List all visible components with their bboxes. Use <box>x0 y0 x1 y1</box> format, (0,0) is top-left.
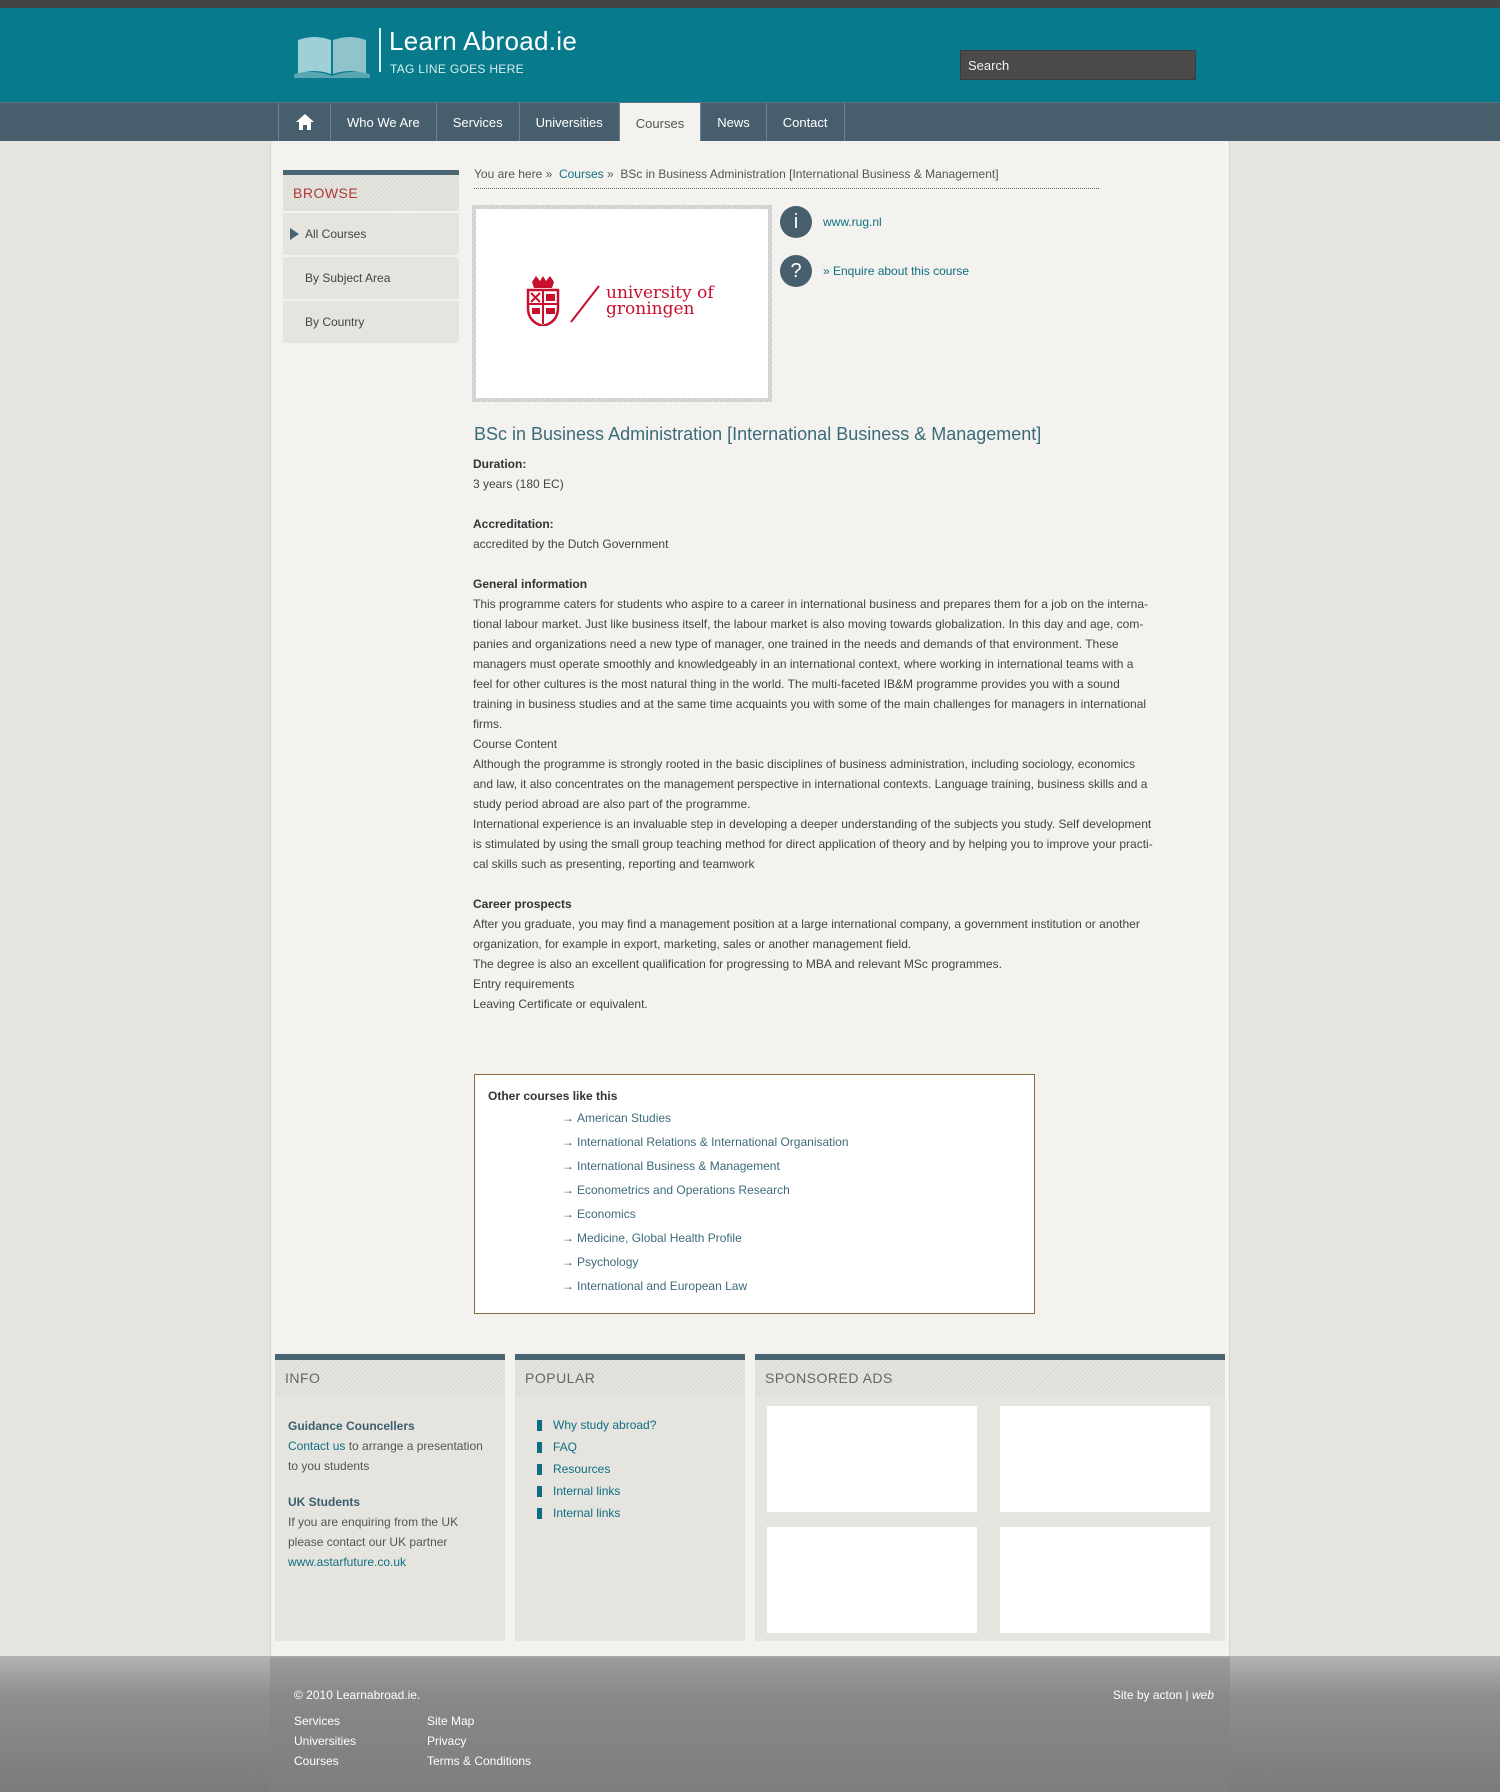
sidebar-item-label: By Country <box>305 315 365 329</box>
list-item[interactable] <box>562 1255 849 1279</box>
nav-home[interactable] <box>278 103 330 141</box>
help-icon: ? <box>780 255 812 287</box>
list-item[interactable] <box>562 1279 849 1303</box>
breadcrumb-current: BSc in Business Administration [International Business & Management] <box>620 167 999 181</box>
popular-list <box>537 1414 656 1524</box>
popular-panel-title: POPULAR <box>515 1354 745 1396</box>
arrow-right-icon: → <box>562 1111 574 1125</box>
breadcrumb-prefix: You are here » <box>474 167 553 181</box>
uk-partner-link[interactable]: www.astarfuture.co.uk <box>288 1555 407 1569</box>
text-line: cal skills such as presenting, reporting and teamwork <box>473 857 755 871</box>
breadcrumb-separator: » <box>607 167 614 181</box>
sponsored-ads-title: SPONSORED ADS <box>755 1354 1225 1396</box>
career-label: Career prospects <box>473 897 572 911</box>
career-text <box>473 914 1158 1014</box>
related-course-label: Economics <box>577 1207 636 1221</box>
text-line: This programme caters for students who aspire to a career in international business and prepares them for a job on the interna- <box>473 597 1149 611</box>
home-icon <box>296 114 314 130</box>
university-name-line2: groningen <box>606 299 695 319</box>
text-line: Leaving Certificate or equivalent. <box>473 997 648 1011</box>
arrow-right-icon: → <box>562 1255 574 1269</box>
logo-slash-icon <box>568 284 602 324</box>
popular-item[interactable] <box>537 1458 656 1480</box>
triangle-right-icon <box>290 228 299 240</box>
text-line: Although the programme is strongly rooted in the basic disciplines of business administration, including sociology, economics <box>473 757 1136 771</box>
popular-item[interactable] <box>537 1480 656 1502</box>
info-panel <box>275 1354 505 1641</box>
site-logo[interactable] <box>294 26 584 96</box>
site-tagline: TAG LINE GOES HERE <box>390 62 524 76</box>
university-website-link[interactable]: www.rug.nl <box>823 215 882 229</box>
uk-text: please contact our UK partner <box>288 1535 448 1549</box>
arrow-right-icon: → <box>562 1231 574 1245</box>
text-line: After you graduate, you may find a management position at a large international company, a government institution or another <box>473 917 1140 931</box>
bullet-icon <box>537 1486 542 1497</box>
sidebar-item-by-country[interactable] <box>283 299 459 343</box>
university-logo-frame <box>472 205 772 402</box>
nav-services[interactable]: Services <box>436 103 519 141</box>
info-panel-title: INFO <box>275 1354 505 1396</box>
text-line: study period abroad are also part of the programme. <box>473 797 751 811</box>
popular-item-label: FAQ <box>553 1440 578 1454</box>
enquire-link[interactable]: » Enquire about this course <box>823 264 970 278</box>
footer-link-courses[interactable]: Courses <box>294 1754 339 1768</box>
list-item[interactable] <box>562 1159 849 1183</box>
list-item[interactable] <box>562 1135 849 1159</box>
search-input[interactable] <box>960 50 1196 80</box>
main-nav <box>0 102 1500 141</box>
nav-courses[interactable]: Courses <box>619 103 700 143</box>
general-info-text <box>473 594 1158 874</box>
related-course-label: International Relations & International Organisation <box>577 1135 849 1149</box>
accreditation-value: accredited by the Dutch Government <box>473 537 669 551</box>
text-line: The degree is also an excellent qualification for progressing to MBA and relevant MSc programmes. <box>473 957 1002 971</box>
text-line: Course Content <box>473 737 558 751</box>
related-course-label: Psychology <box>577 1255 639 1269</box>
arrow-right-icon: → <box>562 1207 574 1221</box>
breadcrumb-courses-link[interactable]: Courses <box>558 167 604 181</box>
footer-link-site-map[interactable]: Site Map <box>427 1714 475 1728</box>
sidebar-item-by-subject[interactable] <box>283 255 459 299</box>
site-credit-prefix: Site by acton | <box>1112 1688 1189 1702</box>
ad-slot[interactable] <box>1000 1406 1210 1512</box>
text-line: International experience is an invaluable step in developing a deeper understanding of the subjects you study. Self development <box>473 817 1152 831</box>
popular-item[interactable] <box>537 1414 656 1436</box>
site-credit-suffix: web <box>1191 1688 1214 1702</box>
list-item[interactable] <box>562 1207 849 1231</box>
text-line: firms. <box>473 717 503 731</box>
contact-us-link[interactable]: Contact us <box>288 1439 346 1453</box>
breadcrumb <box>474 167 1099 189</box>
nav-who-we-are[interactable]: Who We Are <box>330 103 436 141</box>
popular-item[interactable] <box>537 1436 656 1458</box>
top-strip <box>0 0 1500 8</box>
course-title: BSc in Business Administration [International Business & Management] <box>474 424 1042 444</box>
related-course-label: Medicine, Global Health Profile <box>577 1231 742 1245</box>
list-item[interactable] <box>562 1111 849 1135</box>
accreditation-label: Accreditation: <box>473 517 554 531</box>
text-line: training in business studies and at the same time acquaints you with some of the main challenges for managers in international <box>473 697 1147 711</box>
text-line: managers must operate smoothly and knowledgeably in an international context, where working in international teams with a <box>473 657 1134 671</box>
sidebar-item-label: All Courses <box>305 227 367 241</box>
uk-text: If you are enquiring from the UK <box>288 1515 459 1529</box>
text-line: organization, for example in export, marketing, sales or another management field. <box>473 937 912 951</box>
footer-links-col1 <box>294 1714 356 1774</box>
guidance-text: to you students <box>288 1459 370 1473</box>
duration-value: 3 years (180 EC) <box>473 477 564 491</box>
text-line: panies and organizations need a new type of manager, one trained in the needs and demands of that environment. These <box>473 637 1119 651</box>
bullet-icon <box>537 1464 542 1475</box>
nav-contact[interactable]: Contact <box>766 103 845 141</box>
ad-slot[interactable] <box>1000 1527 1210 1633</box>
text-line: Entry requirements <box>473 977 575 991</box>
footer-link-universities[interactable]: Universities <box>294 1734 357 1748</box>
site-credit[interactable] <box>1113 1688 1214 1702</box>
related-course-label: American Studies <box>577 1111 672 1125</box>
course-details <box>473 454 1158 1014</box>
popular-item-label: Internal links <box>553 1506 621 1520</box>
info-icon: i <box>780 206 812 238</box>
ad-slot[interactable] <box>767 1527 977 1633</box>
text-line: feel for other cultures is the most natural thing in the world. The multi-faceted IB&M programme provides you with a sound <box>473 677 1120 691</box>
university-name <box>606 285 714 317</box>
arrow-right-icon: → <box>562 1279 574 1293</box>
related-course-label: International and European Law <box>577 1279 748 1293</box>
duration-label: Duration: <box>473 457 527 471</box>
bullet-icon <box>537 1508 542 1519</box>
uk-students-heading: UK Students <box>288 1495 360 1509</box>
popular-item-label: Why study abroad? <box>553 1418 657 1432</box>
related-courses-title: Other courses like this <box>488 1089 618 1103</box>
university-crest-icon <box>526 276 560 326</box>
arrow-right-icon: → <box>562 1135 574 1149</box>
nav-universities[interactable]: Universities <box>519 103 619 141</box>
logo-divider <box>379 28 381 72</box>
related-courses-box <box>474 1074 1035 1314</box>
popular-item-label: Internal links <box>553 1484 621 1498</box>
sidebar-item-all-courses[interactable] <box>283 211 459 255</box>
browse-title: BROWSE <box>283 170 459 211</box>
ad-slot[interactable] <box>767 1406 977 1512</box>
arrow-right-icon: → <box>562 1183 574 1197</box>
footer-link-services[interactable]: Services <box>294 1714 341 1728</box>
related-courses-list <box>562 1111 849 1303</box>
university-name-line1: university of <box>606 283 714 303</box>
list-item[interactable] <box>562 1183 849 1207</box>
site-title: Learn Abroad.ie <box>389 26 578 56</box>
bullet-icon <box>537 1420 542 1431</box>
related-course-label: International Business & Management <box>577 1159 780 1173</box>
sidebar-item-label: By Subject Area <box>305 271 391 285</box>
site-footer <box>0 1656 1500 1792</box>
copyright: © 2010 Learnabroad.ie. <box>294 1688 421 1702</box>
text-line: tional labour market. Just like business itself, the labour market is also moving towards globalization. In this day and age, com- <box>473 617 1144 631</box>
sponsored-ads-panel <box>755 1354 1225 1641</box>
popular-panel <box>515 1354 745 1641</box>
footer-link-privacy[interactable]: Privacy <box>427 1734 467 1748</box>
guidance-text: to arrange a presentation <box>345 1439 483 1453</box>
footer-link-terms[interactable]: Terms & Conditions <box>427 1754 532 1768</box>
list-item[interactable] <box>562 1231 849 1255</box>
related-course-label: Econometrics and Operations Research <box>577 1183 790 1197</box>
text-line: and law, it also concentrates on the management perspective in international contexts. Language training, business skills and a <box>473 777 1148 791</box>
arrow-right-icon: → <box>562 1159 574 1173</box>
open-book-icon <box>294 34 370 78</box>
website-line <box>780 206 882 238</box>
popular-item-label: Resources <box>553 1462 611 1476</box>
enquire-line <box>780 255 969 287</box>
bullet-icon <box>537 1442 542 1453</box>
browse-sidebar <box>283 170 459 343</box>
nav-news[interactable]: News <box>700 103 766 141</box>
text-line: is stimulated by using the small group teaching method for direct application of theory and by helping you to improve your practi- <box>473 837 1153 851</box>
popular-item[interactable] <box>537 1502 656 1524</box>
footer-links-col2 <box>427 1714 531 1774</box>
general-info-label: General information <box>473 577 588 591</box>
guidance-heading: Guidance Councellers <box>288 1419 415 1433</box>
site-header <box>0 8 1500 102</box>
